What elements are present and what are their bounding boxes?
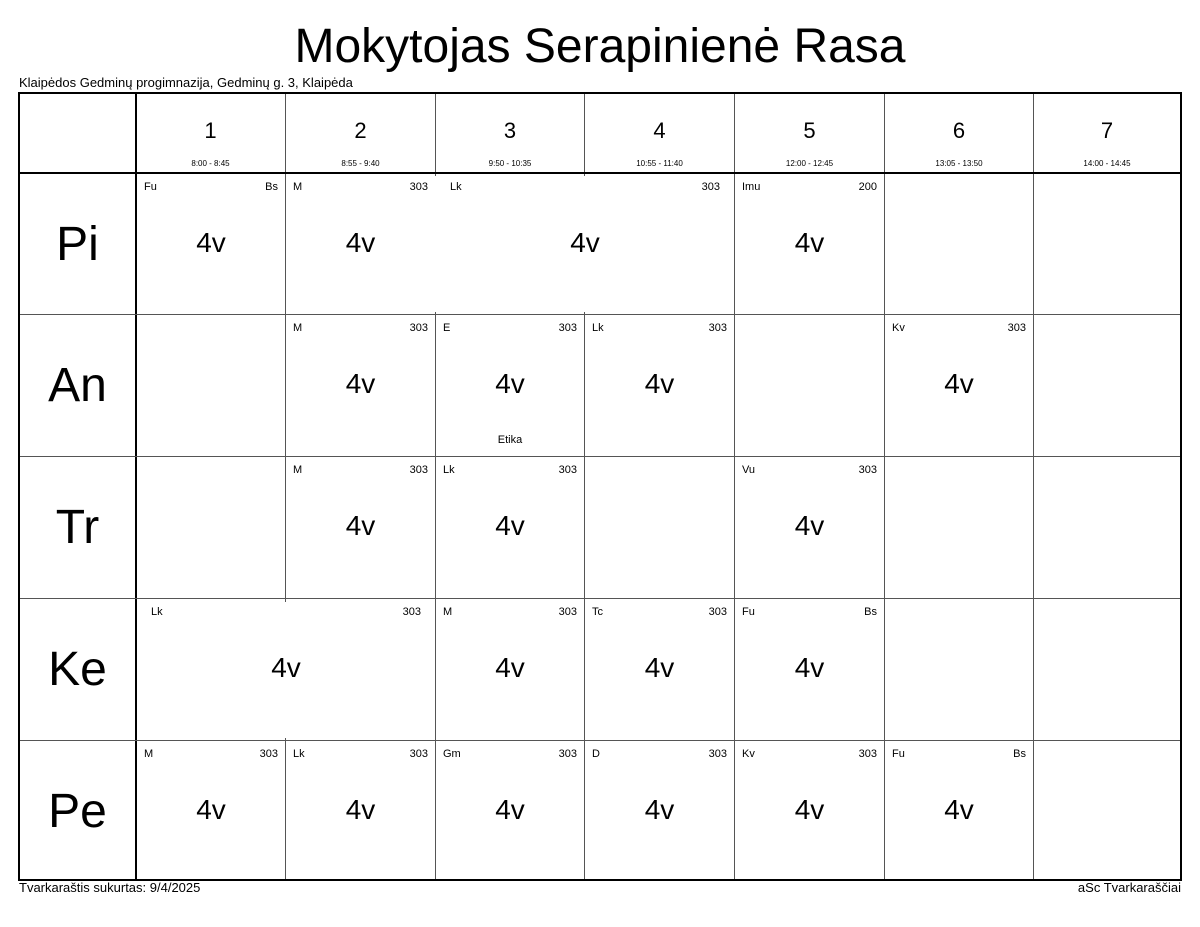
lesson-room: Bs [864,606,877,618]
lesson-room: 303 [858,464,877,476]
period-header [885,94,1033,172]
period-time: 14:00 - 14:45 [1083,159,1131,168]
period-header [1034,94,1180,172]
lesson-cell[interactable] [137,174,285,314]
lesson-cell[interactable] [286,174,435,314]
lesson-subject: E [443,322,451,334]
period-header [436,94,584,172]
period-time: 10:55 - 11:40 [636,159,683,168]
page-title: Mokytojas Serapinienė Rasa [294,20,906,73]
lesson-class: 4v [345,794,376,825]
lesson-room: Bs [1013,748,1026,760]
school-address: Klaipėdos Gedminų progimnazija, Gedminų g. 3, Klaipėda [19,75,353,90]
day-label: Pi [56,217,99,271]
grid-line [1033,94,1034,879]
lesson-class: 4v [196,794,226,825]
lesson-subject: Gm [443,748,461,760]
lesson-class: 4v [570,227,600,258]
period-number: 7 [1100,118,1114,143]
period-number: 2 [354,118,367,143]
lesson-class: 4v [644,652,675,683]
lesson-cell[interactable] [735,174,884,314]
lesson-class: 4v [794,227,825,258]
period-number: 5 [803,118,816,143]
lesson-class: 4v [196,227,226,258]
lesson-room: 303 [558,606,577,618]
lesson-class: 4v [944,794,974,825]
lesson-room: 303 [409,748,428,760]
lesson-cell[interactable] [735,457,884,598]
period-header [286,94,435,172]
period-time: 12:00 - 12:45 [785,159,834,168]
lesson-cell[interactable] [585,741,734,881]
timetable-grid [18,92,1182,881]
lesson-cell[interactable] [585,315,734,456]
day-label-cell [20,315,135,456]
lesson-subject: M [293,464,303,476]
lesson-cell[interactable] [885,741,1033,881]
lesson-cell[interactable] [885,315,1033,456]
lesson-room: 303 [558,322,577,334]
brand-label: aSc Tvarkaraščiai [1077,880,1181,895]
period-number: 3 [503,118,517,143]
lesson-class: 4v [271,652,301,683]
lesson-room: 303 [558,748,577,760]
period-time: 9:50 - 10:35 [488,159,532,168]
lesson-class: 4v [644,368,675,399]
lesson-class: 4v [345,510,376,541]
lesson-room: 303 [409,181,428,193]
lesson-room: 303 [708,606,727,618]
period-time: 13:05 - 13:50 [935,159,983,168]
lesson-cell[interactable] [137,599,435,740]
lesson-class: 4v [495,510,525,541]
period-header [735,94,884,172]
lesson-cell[interactable] [585,599,734,740]
lesson-class: 4v [794,510,825,541]
created-date: Tvarkaraštis sukurtas: 9/4/2025 [19,880,201,895]
lesson-room: 303 [558,464,577,476]
lesson-room: 303 [259,748,278,760]
period-header [585,94,734,172]
lesson-class: 4v [495,794,525,825]
lesson-class: 4v [794,652,825,683]
day-label: Tr [55,501,100,554]
lesson-subject: Fu [144,181,157,193]
lesson-room: 303 [409,464,428,476]
lesson-subject: Lk [450,181,462,193]
lesson-cell[interactable] [735,741,884,881]
day-label-cell [20,174,135,314]
lesson-subject: Vu [742,464,756,476]
day-label-cell [20,599,135,740]
lesson-class: 4v [794,794,825,825]
lesson-class: 4v [345,368,376,399]
lesson-class: 4v [944,368,974,399]
lesson-cell[interactable] [436,457,584,598]
lesson-cell[interactable] [436,315,584,456]
lesson-note: Etika [497,434,523,446]
lesson-subject: Imu [742,181,761,193]
lesson-cell[interactable] [436,741,584,881]
lesson-subject: Fu [742,606,755,618]
lesson-cell[interactable] [137,741,285,881]
lesson-room: 303 [701,181,720,193]
lesson-room: 303 [409,322,428,334]
day-label: Ke [48,643,107,696]
lesson-room: 303 [858,748,877,760]
day-label: An [48,359,107,412]
period-number: 1 [204,118,217,143]
lesson-cell[interactable] [436,599,584,740]
period-time: 8:00 - 8:45 [191,159,230,168]
day-label-cell [20,741,135,881]
lesson-class: 4v [345,227,376,258]
lesson-subject: M [293,181,303,193]
period-header [136,94,285,172]
period-number: 6 [952,118,966,143]
lesson-room: Bs [265,181,278,193]
lesson-subject: D [592,748,600,760]
lesson-class: 4v [495,368,525,399]
lesson-class: 4v [495,652,525,683]
lesson-subject: Lk [592,322,604,334]
lesson-cell[interactable] [436,174,734,314]
day-label-cell [20,457,135,598]
lesson-subject: Lk [443,464,455,476]
lesson-room: 303 [708,322,727,334]
grid-line [20,456,1180,457]
lesson-subject: Tc [592,606,603,618]
lesson-subject: M [144,748,154,760]
lesson-cell[interactable] [286,457,435,598]
lesson-class: 4v [644,794,675,825]
period-time: 8:55 - 9:40 [341,159,380,168]
lesson-room: 303 [402,606,421,618]
lesson-cell[interactable] [286,741,435,881]
lesson-subject: Kv [742,748,755,760]
lesson-subject: Lk [293,748,305,760]
lesson-room: 200 [858,181,877,193]
day-label: Pe [48,784,107,838]
lesson-cell[interactable] [735,599,884,740]
lesson-subject: M [443,606,453,618]
lesson-subject: Fu [892,748,905,760]
lesson-room: 303 [708,748,727,760]
lesson-subject: M [293,322,303,334]
lesson-room: 303 [1007,322,1026,334]
lesson-subject: Kv [892,322,905,334]
lesson-cell[interactable] [286,315,435,456]
period-number: 4 [653,118,666,143]
lesson-subject: Lk [151,606,163,618]
